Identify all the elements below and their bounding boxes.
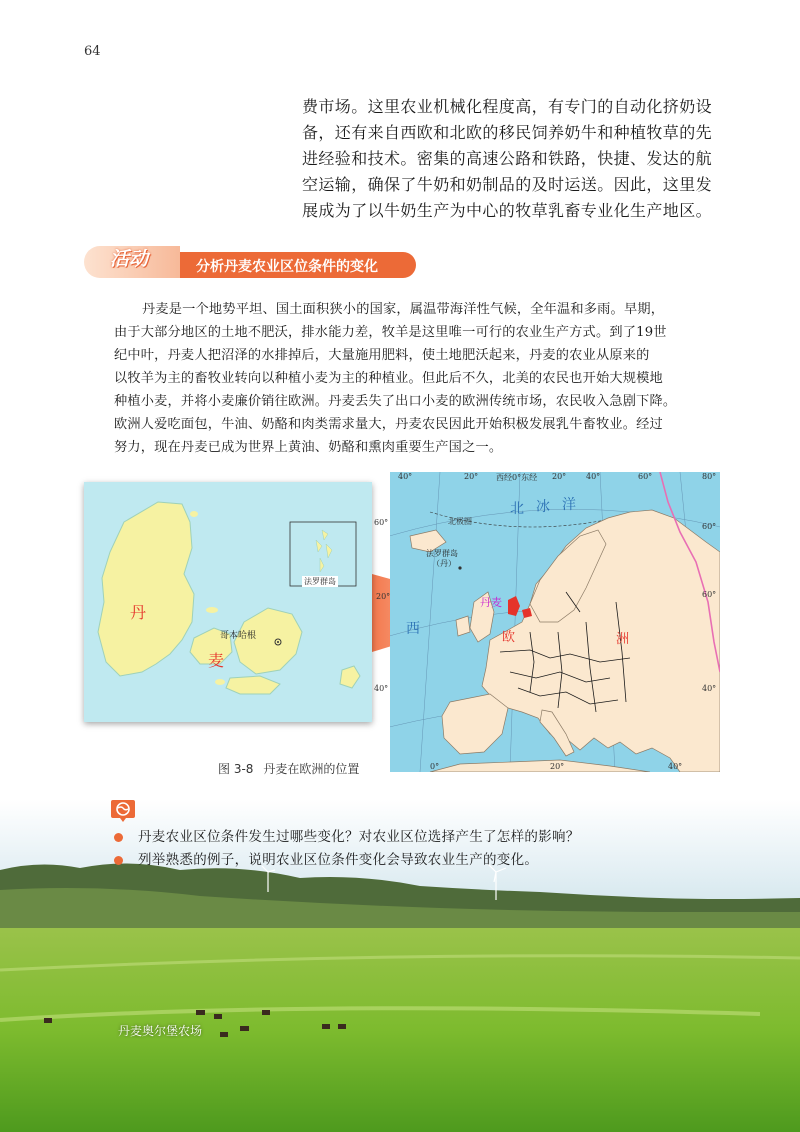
activity-line: 丹麦是一个地势平坦、国土面积狭小的国家，属温带海洋性气候，全年温和多雨。早期， [142, 302, 665, 317]
map-tick-top: 40° [398, 472, 413, 481]
intro-paragraph [302, 94, 742, 224]
ocean-label-xi: 西 [406, 621, 420, 637]
activity-line: 努力，现在丹麦已成为世界上黄油、奶酪和熏肉重要生产国之一。 [114, 440, 503, 455]
map-tick-bottom: 20° [550, 762, 565, 771]
intro-line: 进经验和技术。密集的高速公路和铁路，快捷、发达的航 [302, 149, 713, 168]
map-tick-bottom: 40° [668, 762, 683, 771]
map-tick-top: 60° [638, 472, 653, 481]
europe-map [374, 472, 720, 772]
map-tick-top: 20° [552, 472, 567, 481]
photo-caption: 丹麦奥尔堡农场 [118, 1024, 203, 1038]
capital-label: 哥本哈根 [220, 631, 257, 641]
map-tick-top: 20° [464, 472, 479, 481]
europe-label-zhou: 洲 [616, 632, 630, 647]
faroe-label-country: （丹） [432, 559, 456, 568]
sea-label-bei: 北 [510, 501, 524, 517]
denmark-label: 丹麦 [480, 596, 502, 609]
sea-label-bing: 冰 [536, 499, 550, 515]
map-tick-left: 40° [374, 684, 389, 693]
map-tick-top: 40° [586, 472, 601, 481]
sea-label-yang: 洋 [562, 497, 576, 513]
intro-line: 空运输，确保了牛奶和奶制品的及时运送。因此，这里发 [302, 175, 713, 194]
intro-line: 费市场。这里农业机械化程度高，有专门的自动化挤奶设 [302, 97, 713, 116]
question-list [112, 826, 732, 872]
denmark-map-graphic [84, 482, 372, 722]
map-tick-top: 西经0°东经 [496, 473, 538, 482]
figure-number: 图 3-8 [218, 762, 254, 776]
faroe-box-label: 法罗群岛 [304, 577, 336, 586]
activity-line: 以牧羊为主的畜牧业转向以种植小麦为主的种植业。但此后不久，北美的农民也开始大规模地 [114, 371, 663, 386]
denmark-label-mai: 麦 [208, 651, 225, 670]
map-tick-right: 60° [702, 522, 717, 531]
map-tick-left: 60° [374, 518, 389, 527]
europe-label-ou: 欧 [502, 630, 516, 645]
question-item [112, 849, 732, 872]
denmark-inset-map [84, 482, 372, 722]
activity-title: 分析丹麦农业区位条件的变化 [196, 259, 378, 275]
globe-pin-icon [110, 798, 136, 822]
map-tick-top: 80° [702, 472, 717, 481]
page-number: 64 [84, 44, 101, 59]
map-tick-bottom: 0° [430, 762, 440, 771]
intro-line: 备，还有来自西欧和北欧的移民饲养奶牛和种植牧草的先 [302, 123, 713, 142]
activity-body [114, 298, 714, 459]
question-item [112, 826, 732, 849]
figure-title: 丹麦在欧洲的位置 [263, 762, 360, 776]
activity-line: 由于大部分地区的土地不肥沃，排水能力差，牧羊是这里唯一可行的农业生产方式。到了19世 [114, 325, 667, 340]
europe-map-graphic [390, 472, 720, 772]
activity-line: 纪中叶，丹麦人把沼泽的水排掉后，大量施用肥料，使土地肥沃起来，丹麦的农业从原来的 [114, 348, 650, 363]
figure-caption [218, 760, 359, 777]
activity-label: 活动 [110, 248, 149, 270]
arctic-circle-label: 北极圈 [448, 517, 472, 526]
question-text: 丹麦农业区位条件发生过哪些变化？对农业区位选择产生了怎样的影响？ [138, 829, 580, 845]
bullet-icon [114, 856, 123, 865]
map-tick-right: 40° [702, 684, 717, 693]
map-tick-right: 60° [702, 590, 717, 599]
question-text: 列举熟悉的例子，说明农业区位条件变化会导致农业生产的变化。 [138, 852, 539, 868]
map-tick-left: 20° [376, 592, 391, 601]
activity-line: 欧洲人爱吃面包，牛油、奶酪和肉类需求量大，丹麦农民因此开始积极发展乳牛畜牧业。经过 [114, 417, 663, 432]
faroe-label: 法罗群岛 [426, 549, 458, 558]
intro-line: 展成为了以牛奶生产为中心的牧草乳畜专业化生产地区。 [302, 201, 713, 220]
denmark-label-dan: 丹 [130, 603, 147, 622]
activity-line: 种植小麦，并将小麦廉价销往欧洲。丹麦丢失了出口小麦的欧洲传统市场，农民收入急剧下降。 [114, 394, 677, 409]
bullet-icon [114, 833, 123, 842]
